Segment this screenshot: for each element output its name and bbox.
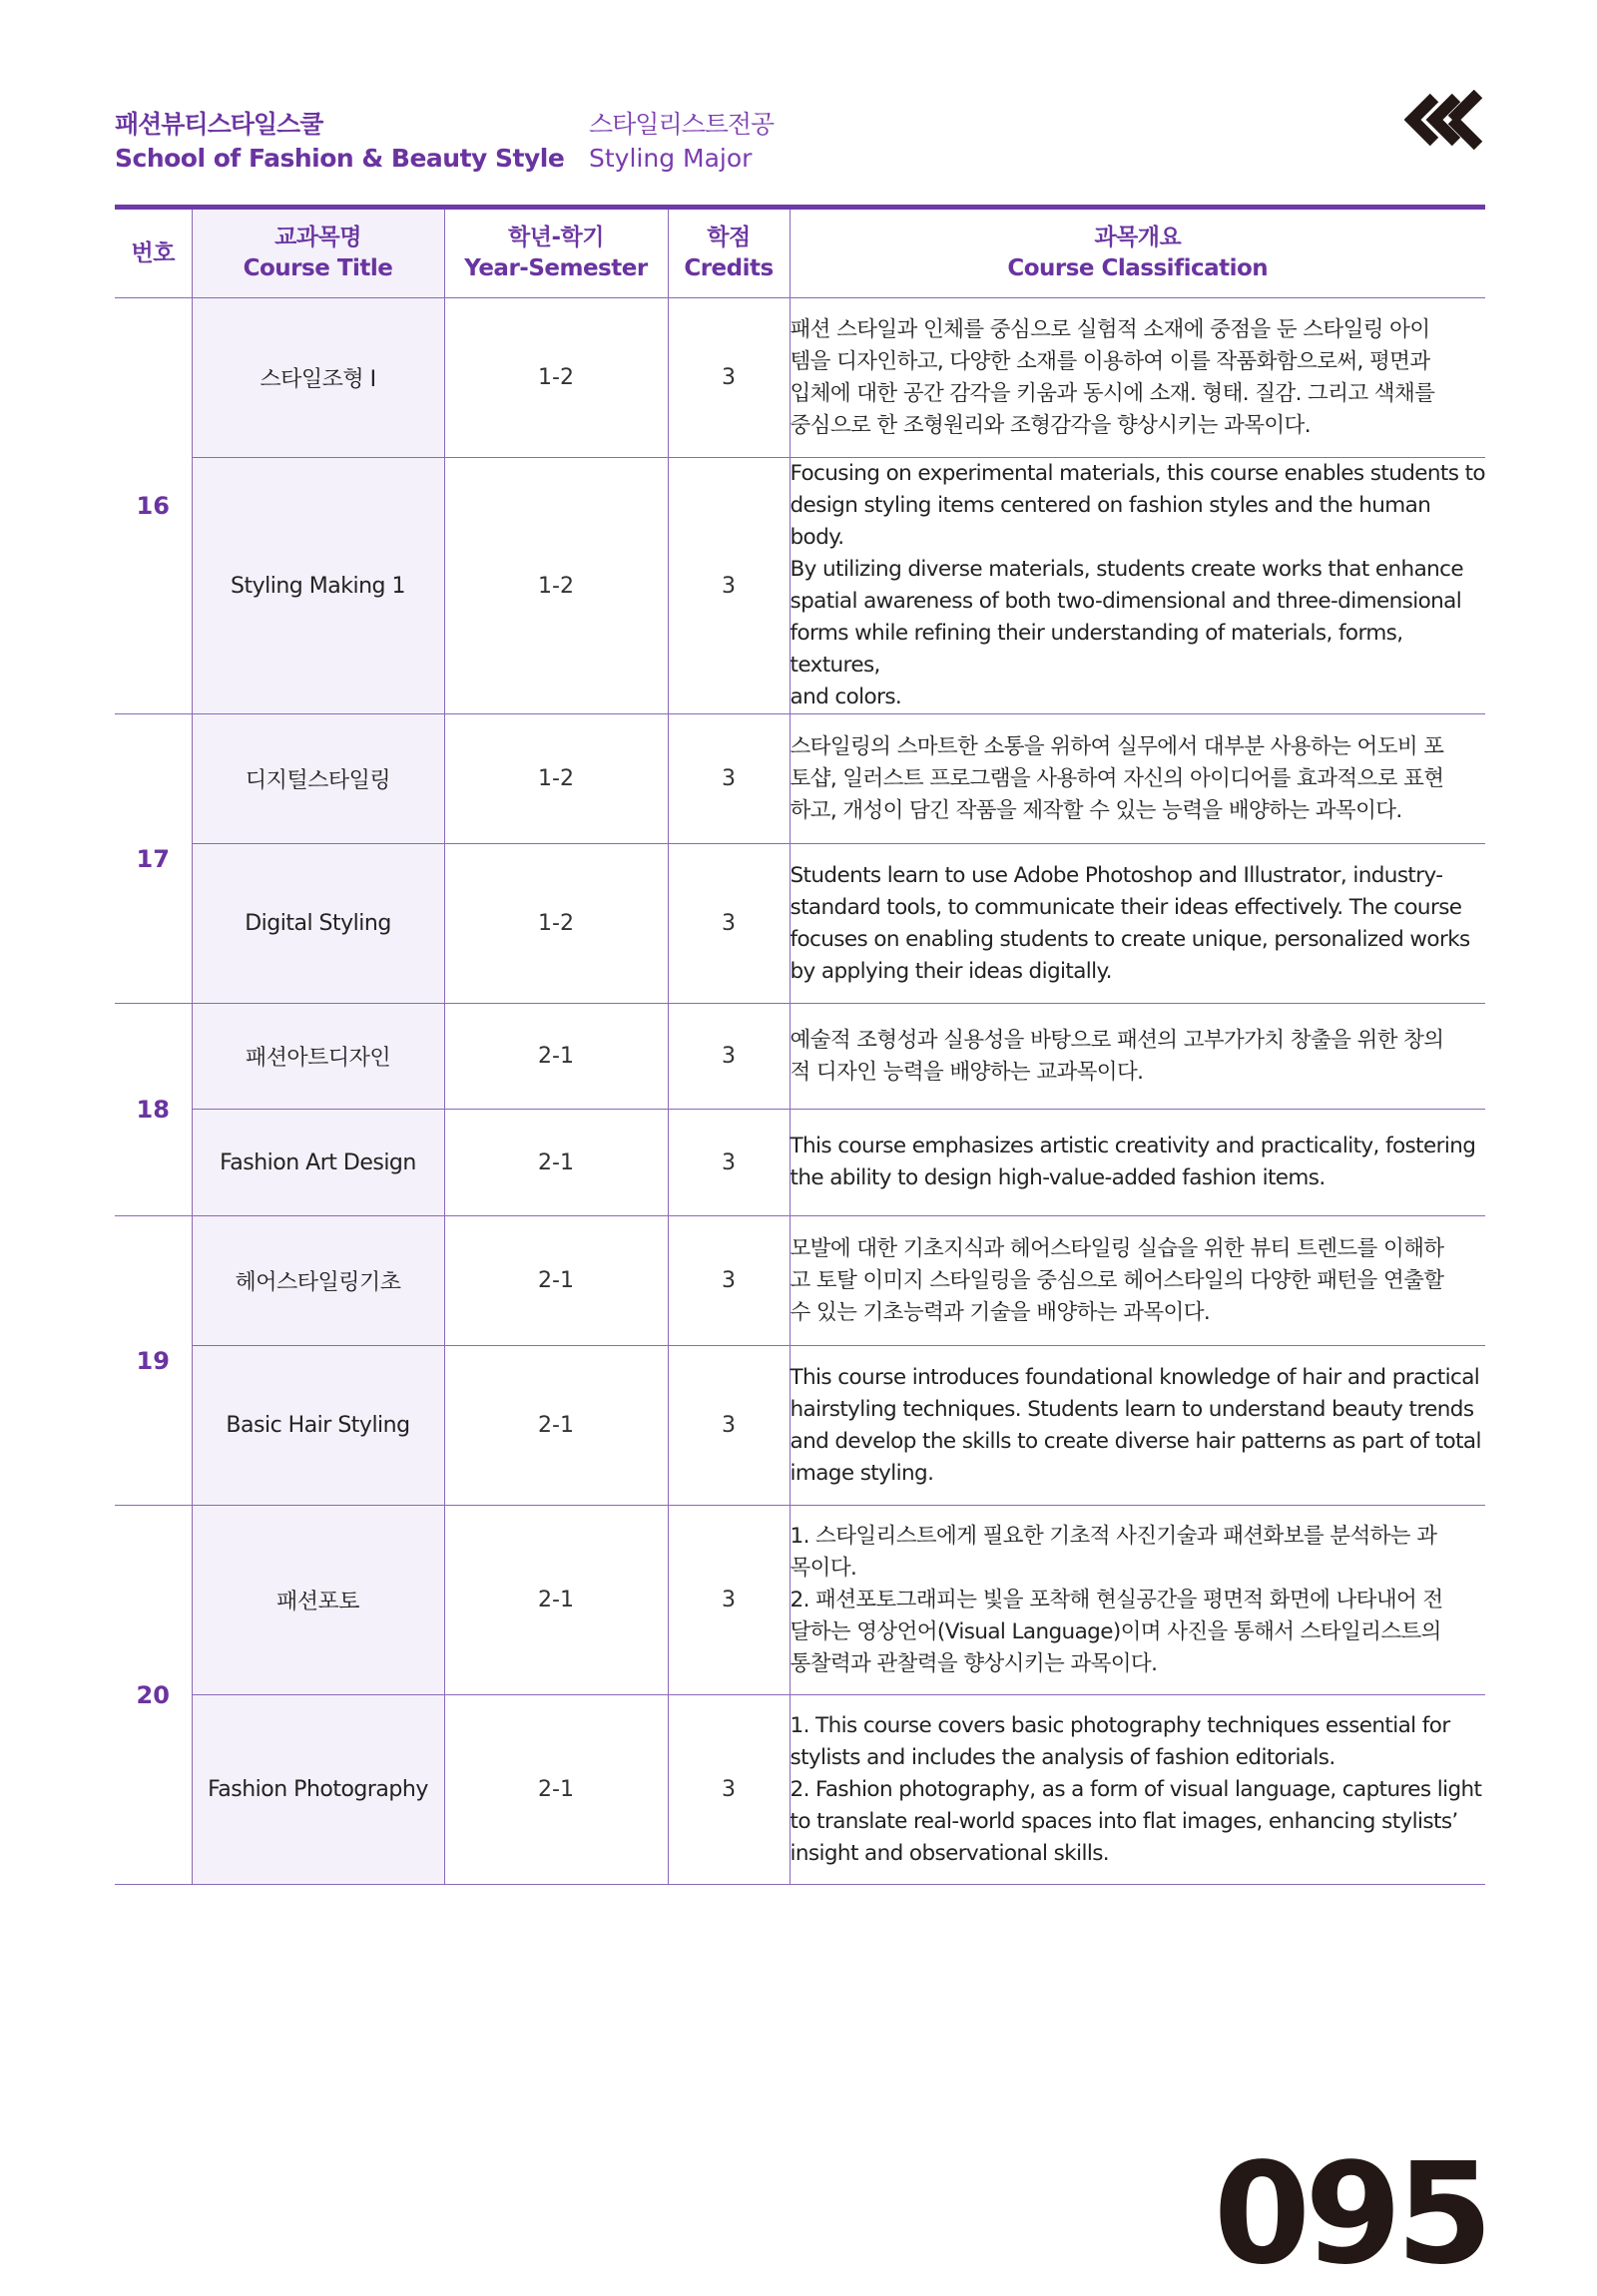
- description-line: forms while refining their understanding of materials, forms, textures,: [790, 621, 1403, 678]
- table-row: [115, 1110, 1485, 1216]
- page-header: [115, 108, 1484, 188]
- description-line: 템을 디자인하고, 다양한 소재를 이용하여 이를 작품화함으로써, 평면과: [790, 348, 1430, 374]
- description-line: design styling items centered on fashion styles and the human body.: [790, 493, 1431, 550]
- year-semester: 1-2: [444, 714, 668, 844]
- description-line: 2. Fashion photography, as a form of visual language, captures light: [790, 1776, 1482, 1802]
- description-line: 토샵, 일러스트 프로그램을 사용하여 자신의 아이디어를 효과적으로 표현: [790, 765, 1444, 791]
- school-name-ko: 패션뷰티스타일스쿨: [115, 110, 323, 139]
- table-row: [115, 714, 1485, 844]
- table-row: [115, 1004, 1485, 1110]
- header-credits-en: Credits: [684, 255, 774, 281]
- description-line: 입체에 대한 공간 감각을 키움과 동시에 소재. 형태. 질감. 그리고 색채를: [790, 380, 1435, 406]
- description-line: By utilizing diverse materials, students create works that enhance: [790, 557, 1464, 582]
- description-line: spatial awareness of both two-dimensional and three-dimensional: [790, 589, 1462, 614]
- header-year-semester-en: Year-Semester: [464, 255, 648, 281]
- table-row: [115, 1346, 1485, 1506]
- course-title-en: Digital Styling: [192, 844, 444, 1004]
- description-line: 예술적 조형성과 실용성을 바탕으로 패션의 고부가가치 창출을 위한 창의: [790, 1027, 1444, 1053]
- course-number: 17: [115, 714, 192, 1004]
- ck-logo-icon: [1404, 90, 1484, 150]
- credits: 3: [668, 1216, 790, 1346]
- course-table: [115, 210, 1485, 1885]
- description-line: by applying their ideas digitally.: [790, 958, 1112, 984]
- school-name: [115, 108, 564, 176]
- description-line: 스타일링의 스마트한 소통을 위하여 실무에서 대부분 사용하는 어도비 포: [790, 733, 1444, 759]
- credits: 3: [668, 1110, 790, 1216]
- description-line: hairstyling techniques. Students learn to understand beauty trends: [790, 1396, 1474, 1422]
- course-number: 18: [115, 1004, 192, 1216]
- credits: 3: [668, 1346, 790, 1506]
- year-semester: 2-1: [444, 1506, 668, 1695]
- description-line: 고 토탈 이미지 스타일링을 중심으로 헤어스타일의 다양한 패턴을 연출할: [790, 1267, 1444, 1293]
- school-name-en: School of Fashion & Beauty Style: [115, 144, 565, 173]
- header-year-semester-ko: 학년-학기: [508, 225, 604, 250]
- course-title-ko: 디지털스타일링: [192, 714, 444, 844]
- table-row: [115, 1506, 1485, 1695]
- credits: 3: [668, 1695, 790, 1885]
- course-description-ko: [790, 1004, 1485, 1110]
- description-line: 적 디자인 능력을 배양하는 교과목이다.: [790, 1059, 1144, 1085]
- header-course-classification-en: Course Classification: [1007, 255, 1269, 281]
- course-description-en: [790, 844, 1485, 1004]
- course-number: 16: [115, 298, 192, 714]
- description-line: Students learn to use Adobe Photoshop and Illustrator, industry-: [790, 862, 1443, 888]
- description-line: image styling.: [790, 1460, 934, 1486]
- description-line: and colors.: [790, 685, 902, 709]
- description-line: focuses on enabling students to create unique, personalized works: [790, 926, 1470, 952]
- description-line: This course introduces foundational knowledge of hair and practical: [790, 1364, 1480, 1390]
- description-line: 하고, 개성이 담긴 작품을 제작할 수 있는 능력을 배양하는 과목이다.: [790, 797, 1402, 823]
- description-line: 달하는 영상언어(Visual Language)이며 사진을 통해서 스타일리스트의: [790, 1618, 1441, 1644]
- credits: 3: [668, 1004, 790, 1110]
- description-line: and develop the skills to create diverse hair patterns as part of total: [790, 1428, 1481, 1454]
- description-line: 중심으로 한 조형원리와 조형감각을 향상시키는 과목이다.: [790, 412, 1311, 438]
- header-year-semester: [444, 210, 668, 298]
- course-number: 19: [115, 1216, 192, 1506]
- major-name: [589, 108, 774, 176]
- header-course-title-en: Course Title: [243, 255, 393, 281]
- credits: 3: [668, 844, 790, 1004]
- table-row: [115, 844, 1485, 1004]
- table-row: [115, 458, 1485, 714]
- year-semester: 1-2: [444, 844, 668, 1004]
- course-title-ko: 패션아트디자인: [192, 1004, 444, 1110]
- year-semester: 2-1: [444, 1004, 668, 1110]
- course-description-ko: [790, 714, 1485, 844]
- header-credits: [668, 210, 790, 298]
- table-row: [115, 1695, 1485, 1885]
- description-line: 패션 스타일과 인체를 중심으로 실험적 소재에 중점을 둔 스타일링 아이: [790, 316, 1430, 342]
- course-title-ko: 스타일조형 I: [192, 298, 444, 458]
- header-credits-ko: 학점: [707, 225, 751, 250]
- header-number: 번호: [115, 210, 192, 298]
- description-line: the ability to design high-value-added fashion items.: [790, 1165, 1326, 1190]
- course-description-ko: [790, 298, 1485, 458]
- year-semester: 2-1: [444, 1110, 668, 1216]
- course-title-ko: 헤어스타일링기초: [192, 1216, 444, 1346]
- description-line: insight and observational skills.: [790, 1840, 1110, 1866]
- course-description-ko: [790, 1216, 1485, 1346]
- course-title-en: Fashion Art Design: [192, 1110, 444, 1216]
- course-title-en: Fashion Photography: [192, 1695, 444, 1885]
- description-line: 통찰력과 관찰력을 향상시키는 과목이다.: [790, 1650, 1158, 1676]
- header-course-title: [192, 210, 444, 298]
- description-line: 2. 패션포토그래피는 빛을 포착해 현실공간을 평면적 화면에 나타내어 전: [790, 1587, 1443, 1612]
- description-line: stylists and includes the analysis of fashion editorials.: [790, 1744, 1335, 1770]
- table-row: [115, 1216, 1485, 1346]
- year-semester: 2-1: [444, 1695, 668, 1885]
- table-row: [115, 298, 1485, 458]
- course-number: 20: [115, 1506, 192, 1885]
- description-line: 목이다.: [790, 1555, 857, 1581]
- major-name-en: Styling Major: [589, 144, 753, 173]
- year-semester: 2-1: [444, 1346, 668, 1506]
- header-course-classification-ko: 과목개요: [1094, 225, 1182, 250]
- year-semester: 2-1: [444, 1216, 668, 1346]
- description-line: This course emphasizes artistic creativity and practicality, fostering: [790, 1134, 1476, 1158]
- credits: 3: [668, 298, 790, 458]
- course-description-en: [790, 1110, 1485, 1216]
- course-description-ko: [790, 1506, 1485, 1695]
- description-line: Focusing on experimental materials, this course enables students to: [790, 461, 1485, 486]
- credits: 3: [668, 714, 790, 844]
- table-header-row: [115, 210, 1485, 298]
- description-line: to translate real-world spaces into flat images, enhancing stylists’: [790, 1808, 1458, 1834]
- course-title-en: Styling Making 1: [192, 458, 444, 714]
- description-line: standard tools, to communicate their ideas effectively. The course: [790, 894, 1462, 920]
- year-semester: 1-2: [444, 298, 668, 458]
- course-description-en: [790, 1346, 1485, 1506]
- description-line: 수 있는 기초능력과 기술을 배양하는 과목이다.: [790, 1299, 1211, 1325]
- course-description-en: [790, 1695, 1485, 1885]
- year-semester: 1-2: [444, 458, 668, 714]
- course-title-en: Basic Hair Styling: [192, 1346, 444, 1506]
- credits: 3: [668, 458, 790, 714]
- credits: 3: [668, 1506, 790, 1695]
- course-title-ko: 패션포토: [192, 1506, 444, 1695]
- description-line: 1. This course covers basic photography techniques essential for: [790, 1712, 1450, 1738]
- description-line: 1. 스타일리스트에게 필요한 기초적 사진기술과 패션화보를 분석하는 과: [790, 1523, 1437, 1549]
- header-course-classification: [790, 210, 1485, 298]
- major-name-ko: 스타일리스트전공: [589, 110, 775, 139]
- header-course-title-ko: 교과목명: [274, 225, 361, 250]
- page-number: 095: [1213, 2133, 1487, 2296]
- description-line: 모발에 대한 기초지식과 헤어스타일링 실습을 위한 뷰티 트렌드를 이해하: [790, 1235, 1444, 1261]
- course-description-en: [790, 458, 1485, 714]
